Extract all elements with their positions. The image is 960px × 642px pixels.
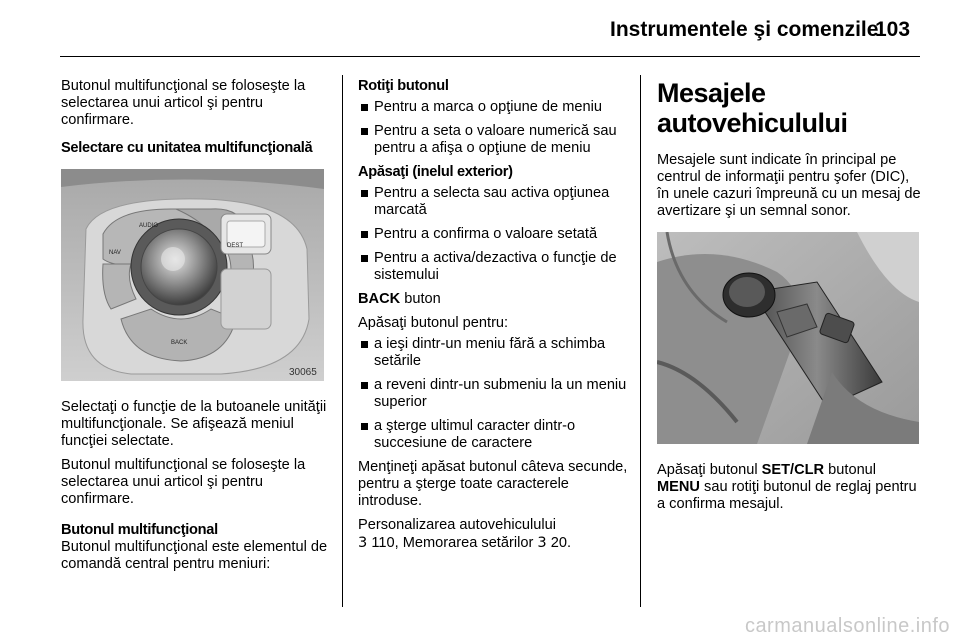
dest-label: DEST bbox=[227, 243, 244, 249]
section-title: Instrumentele şi comenzile bbox=[610, 18, 879, 41]
list-item: a ieşi dintr-un meniu fără a schimba setările bbox=[358, 336, 630, 370]
column-divider-1 bbox=[342, 75, 343, 607]
list-item: Pentru a confirma o valoare setată bbox=[358, 226, 630, 243]
rotate-list bbox=[358, 99, 630, 157]
list-item: a reveni dintr-un submeniu la un meniu superior bbox=[358, 377, 630, 411]
figure-number: 30065 bbox=[289, 367, 317, 378]
heading-vehicle-messages: Mesajele autovehiculului bbox=[657, 78, 848, 138]
heading-press: Apăsaţi (inelul exterior) bbox=[358, 164, 513, 180]
back-button-heading: BACK buton bbox=[358, 291, 441, 307]
ref-arrow-icon: 3 bbox=[358, 534, 368, 551]
select-function-paragraph: Selectaţi o funcţie de la butoanele unităţii multifuncţionale. Se afişează meniul funcţiei selectate. bbox=[61, 399, 327, 449]
heading-multifunction-knob: Butonul multifuncţional bbox=[61, 522, 218, 538]
back-label: BACK bbox=[171, 340, 188, 346]
ref-link-110[interactable]: 110, Memorarea setărilor bbox=[367, 535, 538, 551]
header-rule bbox=[60, 56, 920, 57]
back-keyword: BACK bbox=[358, 291, 401, 307]
confirm-message-paragraph: Apăsaţi butonul SET/CLR butonul MENU sau rotiţi butonul de reglaj pentru a confirma mesajul. bbox=[657, 462, 917, 512]
list-item: Pentru a activa/dezactiva o funcţie de sistemului bbox=[358, 250, 630, 284]
multifunction-unit-image bbox=[61, 169, 324, 381]
page-number: 103 bbox=[875, 18, 911, 41]
press-list bbox=[358, 185, 630, 284]
nav-label: NAV bbox=[109, 250, 121, 256]
intro-paragraph: Butonul multifuncţional se foloseşte la selectarea unui articol şi pentru confirmare. bbox=[61, 78, 306, 128]
ref-link-20[interactable]: 20. bbox=[546, 535, 571, 551]
back-list bbox=[358, 336, 630, 452]
list-item: a şterge ultimul caracter dintr-o succesiune de caractere bbox=[358, 418, 630, 452]
messages-intro: Mesajele sunt indicate în principal pe centrul de informaţii pentru şofer (DIC), în unele cazuri împreună cu un mesaj de avertizare şi un semnal sonor. bbox=[657, 152, 921, 219]
stalk-control-image bbox=[657, 232, 919, 444]
list-item: Pentru a selecta sau activa opţiunea marcată bbox=[358, 185, 630, 219]
audio-label: AUDIO bbox=[139, 223, 159, 229]
hold-paragraph: Menţineţi apăsat butonul câteva secunde, pentru a şterge toate caracterele introduse. bbox=[358, 459, 628, 509]
knob-description: Butonul multifuncţional este elementul de comandă central pentru meniuri: bbox=[61, 539, 328, 572]
heading-multifunction-select: Selectare cu unitatea multifuncţională bbox=[61, 140, 313, 156]
ref-arrow-icon: 3 bbox=[537, 534, 547, 551]
column-3 bbox=[657, 78, 922, 520]
menu-keyword: MENU bbox=[657, 479, 700, 495]
personalize-paragraph: Personalizarea autovehiculului 3 110, Memorarea setărilor 3 20. bbox=[358, 517, 571, 551]
column-2 bbox=[358, 78, 630, 559]
setclr-keyword: SET/CLR bbox=[761, 462, 825, 478]
confirm-paragraph: Butonul multifuncţional se foloseşte la selectarea unui articol şi pentru confirmare. bbox=[61, 457, 306, 507]
list-item: Pentru a marca o opţiune de meniu bbox=[358, 99, 630, 116]
watermark: carmanualsonline.info bbox=[744, 615, 950, 637]
heading-rotate: Rotiţi butonul bbox=[358, 78, 449, 94]
press-back-intro: Apăsaţi butonul pentru: bbox=[358, 315, 509, 331]
list-item: Pentru a seta o valoare numerică sau pentru a afişa o opţiune de meniu bbox=[358, 123, 630, 157]
column-1 bbox=[61, 78, 329, 580]
column-divider-2 bbox=[640, 75, 641, 607]
